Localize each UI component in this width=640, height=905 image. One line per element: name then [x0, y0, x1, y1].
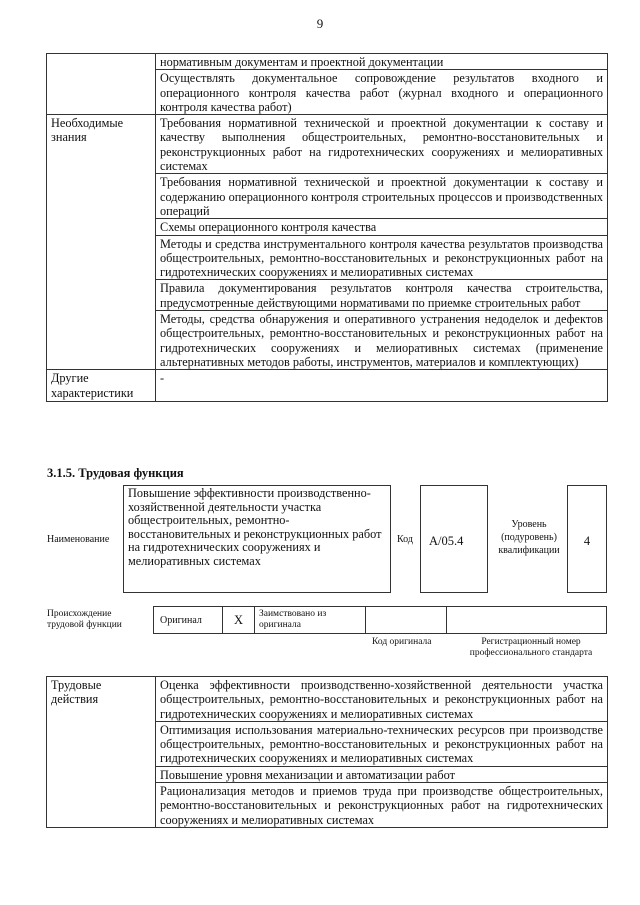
row-label-other: Другие характеристики [47, 370, 156, 402]
code-value: А/05.4 [420, 485, 488, 593]
row-label-empty [47, 54, 156, 115]
level-label: Уровень (подуровень) квалификации [498, 519, 560, 556]
table-cell: Схемы операционного контроля качества [156, 219, 608, 235]
table-cell: Оптимизация использования материально-технических ресурсов при производстве общестроительных, ремонтно-восстановительных и реконструкционных работ на гидротехнических сооружениях и мелиоративных системах [156, 721, 608, 766]
level-value: 4 [567, 485, 607, 593]
borrowed-cell: Заимствовано из оригинала [254, 606, 366, 634]
table-row [47, 54, 608, 70]
origin-label: Происхождение трудовой функции [47, 609, 122, 630]
table-cell: Методы, средства обнаружения и оперативного устранения недоделок и дефектов общестроительных, ремонтно-восстановительных и реконструкционных работ на гидротехнических сооружениях и мелиоративных системах (применение альтернативных методов работы, инструментов, материалов и комплектующих) [156, 311, 608, 370]
row-label-labor-actions: Трудовые действия [47, 677, 156, 828]
table-cell: Требования нормативной технической и проектной документации к составу и качеству выполнения общестроительных, ремонтно-восстановительных и реконструкционных работ на гидротехнических сооружениях и мелиоративных системах [156, 115, 608, 174]
table-cell: Требования нормативной технической и проектной документации к составу и содержанию операционного контроля строительных процессов и производственных операций [156, 174, 608, 219]
table-cell: Осуществлять документальное сопровождение результатов входного и операционного контроля качества работ (журнал входного и операционного контроля качества работ) [156, 70, 608, 115]
table-cell: Повышение уровня механизации и автоматизации работ [156, 766, 608, 782]
original-cell: Оригинал [153, 606, 223, 634]
code-label: Код [397, 534, 413, 545]
section-heading: 3.1.5. Трудовая функция [47, 466, 184, 480]
table-row [47, 370, 608, 402]
table-cell: Методы и средства инструментального контроля качества результатов производства общестроительных, ремонтно-восстановительных и реконструкционных работ на гидротехнических сооружениях и мелиоративных системах [156, 235, 608, 280]
table-row [47, 677, 608, 722]
reg-number-caption: Регистрационный номер профессионального стандарта [469, 637, 593, 658]
table-cell: - [156, 370, 608, 402]
labor-actions-table [46, 676, 608, 828]
table-cell: Оценка эффективности производственно-хозяйственной деятельности участка общестроительных, ремонтно-восстановительных и реконструкционных работ на гидротехнических сооружениях и мелиоративных системах [156, 677, 608, 722]
table-cell: Правила документирования результатов контроля качества строительства, предусмотренные действующими нормативами по приемке строительных работ [156, 280, 608, 311]
function-name-value: Повышение эффективности производственно-хозяйственной деятельности участка общестроительных, ремонтно-восстановительных и реконструкционных работ на гидротехнических сооружениях и мелиоративных системах [123, 485, 391, 593]
original-mark: X [222, 606, 255, 634]
page-number: 9 [316, 16, 324, 31]
table-cell: нормативным документам и проектной документации [156, 54, 608, 70]
code-original-caption: Код оригинала [372, 637, 432, 647]
name-label: Наименование [47, 534, 110, 545]
reg-number-cell [446, 606, 607, 634]
code-original-cell [365, 606, 447, 634]
requirements-table [46, 53, 608, 402]
table-row [47, 115, 608, 174]
row-label-knowledge: Необходимые знания [47, 115, 156, 370]
table-cell: Рационализация методов и приемов труда при производстве общестроительных, ремонтно-восстановительных и реконструкционных работ на гидротехнических сооружениях и мелиоративных системах [156, 783, 608, 828]
